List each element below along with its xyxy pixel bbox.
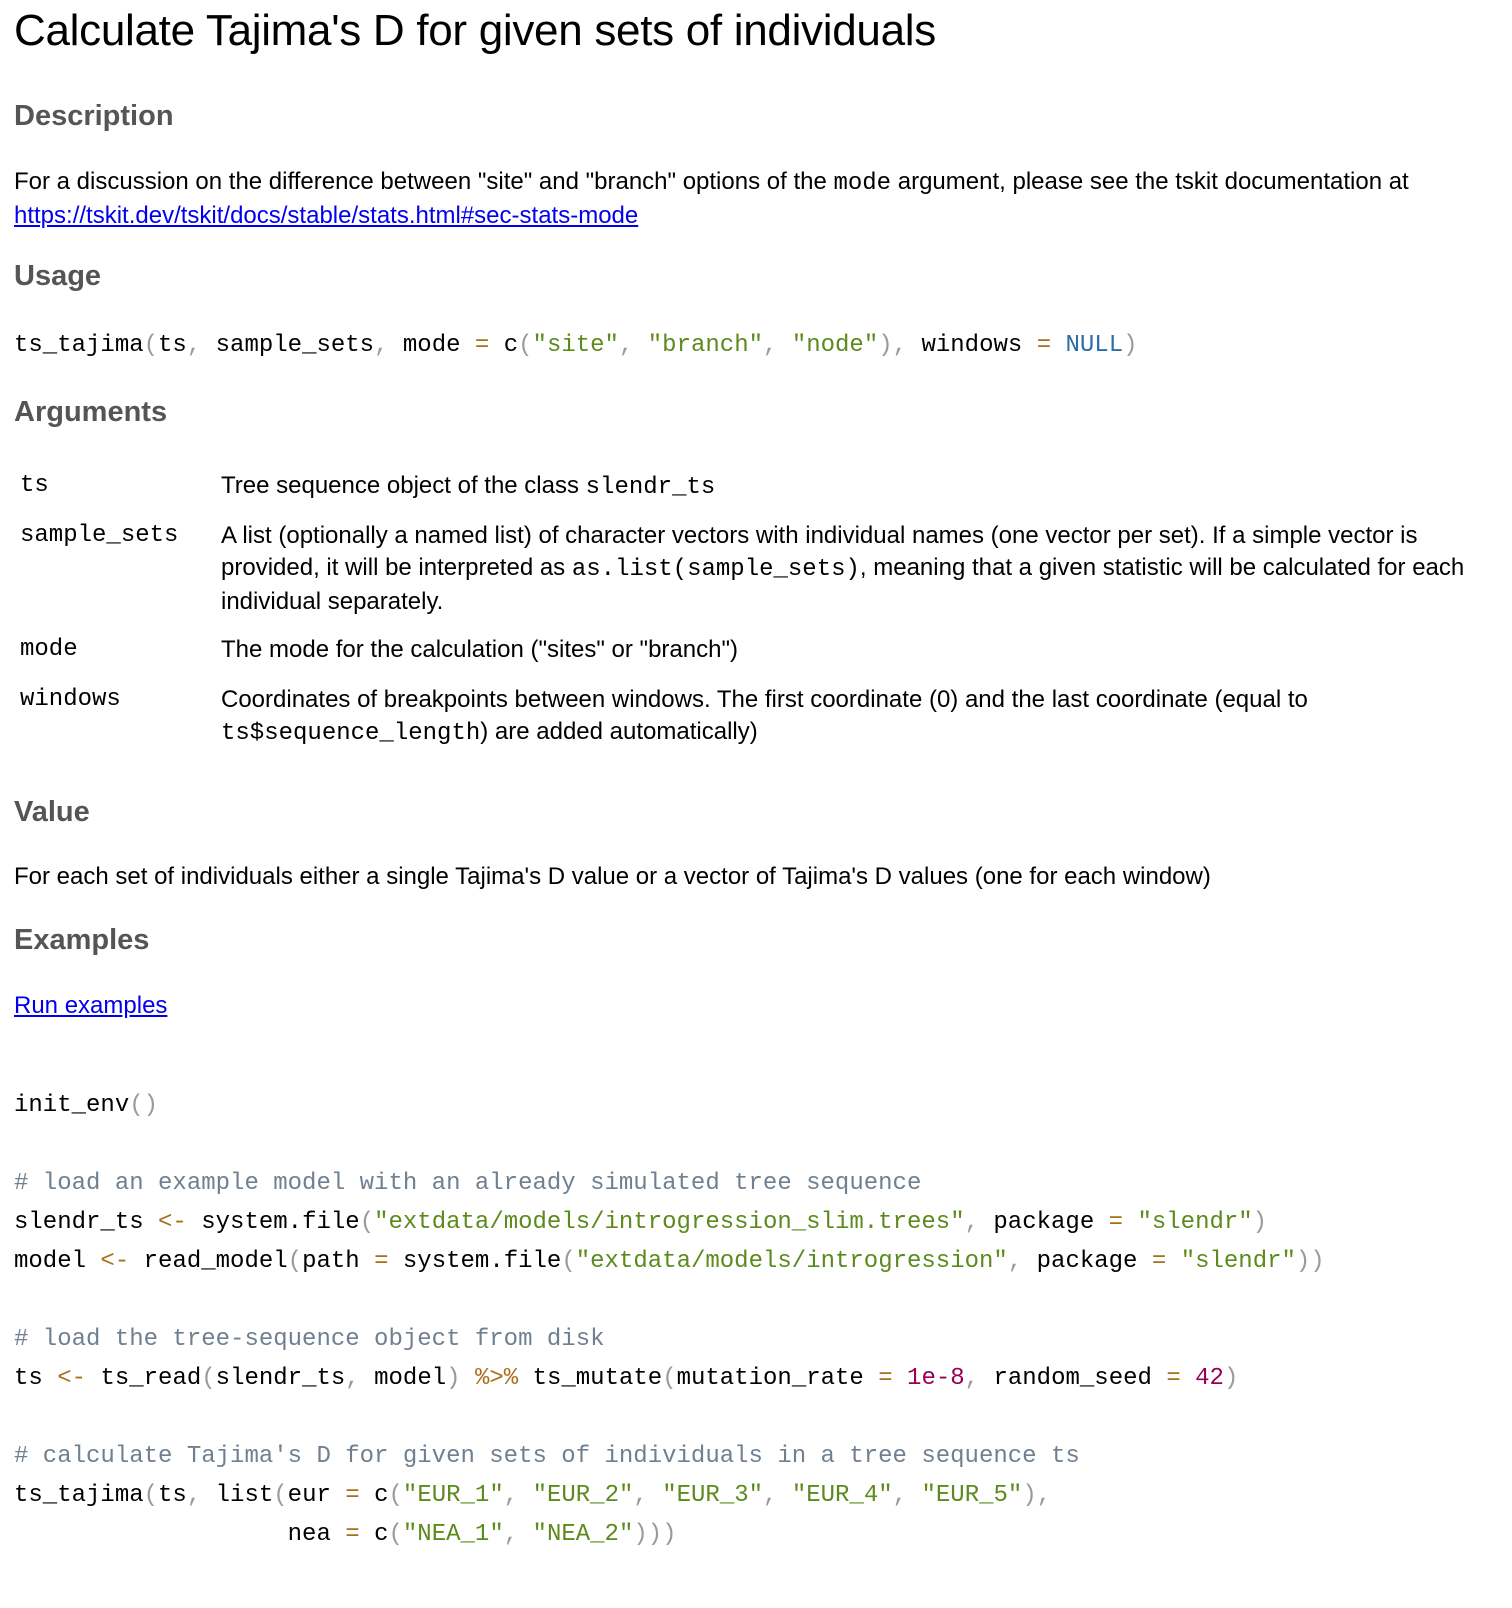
code-fn: list: [215, 1482, 274, 1509]
code-pipe: %>%: [474, 1365, 519, 1392]
usage-fn: ts_tajima: [14, 332, 144, 359]
code-var: model: [14, 1248, 87, 1275]
argument-desc-text-after: ) are added automatically): [480, 718, 758, 745]
code-string: "NEA_2": [532, 1521, 634, 1548]
argument-desc-text-after: , meaning that a given statistic will be calculated for each individual separately.: [221, 554, 1465, 615]
code-eq: =: [374, 1248, 389, 1275]
argument-desc-code: ts$sequence_length: [221, 720, 481, 747]
code-number: 42: [1195, 1365, 1224, 1392]
value-text: For each set of individuals either a single Tajima's D value or a vector of Tajima's D values (one for each window): [14, 863, 1211, 890]
code-string: "EUR_3": [662, 1482, 764, 1509]
code-number: 1e-8: [907, 1365, 965, 1392]
code-arg: random_seed: [993, 1365, 1152, 1392]
code-arg: package: [1036, 1248, 1138, 1275]
argument-description: [221, 470, 1491, 504]
argument-desc-text: Tree sequence object of the class: [221, 472, 586, 499]
code-string: "NEA_1": [402, 1521, 504, 1548]
run-examples-link[interactable]: Run examples: [14, 992, 168, 1019]
code-arg: nea: [287, 1521, 331, 1548]
code-line-ts-tajima: ts_tajima(ts, list(eur = c("EUR_1", "EUR_2", "EUR_3", "EUR_4", "EUR_5"),: [14, 1482, 1052, 1509]
description-text: [14, 166, 1484, 232]
code-string: "extdata/models/introgression": [575, 1248, 1008, 1275]
code-assign: <-: [158, 1209, 187, 1236]
section-heading-description: Description: [14, 100, 174, 132]
code-arg: slendr_ts: [215, 1365, 346, 1392]
code-line-model: model <- read_model(path = system.file("extdata/models/introgression", package = "slendr")): [14, 1248, 1325, 1275]
code-assign: <-: [57, 1365, 87, 1392]
argument-description: [221, 634, 1491, 668]
code-fn: read_model: [143, 1248, 288, 1275]
code-string: "EUR_5": [921, 1482, 1023, 1509]
code-fn: ts_mutate: [532, 1365, 663, 1392]
section-heading-arguments: Arguments: [14, 396, 168, 428]
code-arg: package: [993, 1209, 1095, 1236]
code-fn: ts_tajima: [14, 1482, 144, 1509]
usage-eq-2: =: [1036, 332, 1052, 359]
code-string: "extdata/models/introgression_slim.trees": [374, 1209, 965, 1236]
code-var: slendr_ts: [14, 1209, 144, 1236]
argument-desc-code: slendr_ts: [585, 474, 716, 501]
code-comment-1: # load an example model with an already simulated tree sequence: [14, 1170, 922, 1197]
argument-description: [221, 684, 1491, 750]
code-eq: =: [878, 1365, 893, 1392]
section-heading-examples: Examples: [14, 924, 150, 956]
code-string: "EUR_1": [402, 1482, 504, 1509]
usage-c-fn: c: [503, 332, 519, 359]
code-line-nea: nea = c("NEA_1", "NEA_2"))): [287, 1521, 677, 1548]
code-string: "slendr": [1180, 1248, 1296, 1275]
code-var: ts: [14, 1365, 43, 1392]
usage-arg-windows: windows: [921, 332, 1023, 359]
page-title: Calculate Tajima's D for given sets of individuals: [14, 6, 936, 55]
tskit-docs-link[interactable]: https://tskit.dev/tskit/docs/stable/stats.html#sec-stats-mode: [14, 202, 639, 229]
description-text-after: argument, please see the tskit documentation at: [891, 168, 1409, 195]
code-fn: system.file: [201, 1209, 360, 1236]
usage-eq: =: [474, 332, 490, 359]
code-eq: =: [345, 1521, 360, 1548]
argument-desc-text: A list (optionally a named list) of character vectors with individual names (one vector per set). If a simple vector is provided, it will be interpreted as: [221, 522, 1418, 581]
code-fn: c: [374, 1482, 389, 1509]
usage-opt-site: "site": [532, 332, 619, 359]
code-eq: =: [1166, 1365, 1181, 1392]
usage-opt-branch: "branch": [647, 332, 763, 359]
usage-arg-ts: ts: [158, 332, 187, 359]
code-eq: =: [1108, 1209, 1124, 1236]
code-arg: path: [302, 1248, 360, 1275]
code-assign: <-: [100, 1248, 130, 1275]
code-string: "EUR_2": [532, 1482, 634, 1509]
argument-desc-text: Coordinates of breakpoints between windows. The first coordinate (0) and the last coordinate (equal to: [221, 686, 1308, 713]
section-heading-usage: Usage: [14, 260, 102, 292]
usage-arg-sample-sets: sample_sets: [215, 332, 375, 359]
code-line-slendr-ts: slendr_ts <- system.file("extdata/models/introgression_slim.trees", package = "slendr"): [14, 1209, 1268, 1236]
argument-description: [221, 520, 1491, 618]
argument-name: sample_sets: [20, 522, 179, 549]
usage-arg-mode: mode: [402, 332, 461, 359]
code-comment-2: # load the tree-sequence object from disk: [14, 1326, 605, 1353]
code-comment-3: # calculate Tajima's D for given sets of individuals in a tree sequence ts: [14, 1443, 1080, 1470]
description-code-mode: mode: [833, 170, 892, 197]
code-line-ts-read: ts <- ts_read(slendr_ts, model) %>% ts_mutate(mutation_rate = 1e-8, random_seed = 42): [14, 1365, 1239, 1392]
code-string: "slendr": [1137, 1209, 1253, 1236]
code-arg: eur: [287, 1482, 331, 1509]
code-fn-init-env: init_env: [14, 1092, 130, 1119]
code-string: "EUR_4": [791, 1482, 893, 1509]
argument-desc-code: as.list(sample_sets): [571, 556, 860, 583]
argument-name: ts: [20, 472, 49, 499]
argument-name: mode: [20, 636, 78, 663]
code-arg: ts: [158, 1482, 187, 1509]
run-examples-row: [14, 990, 1484, 1022]
description-text-before: For a discussion on the difference between "site" and "branch" options of the: [14, 168, 834, 195]
code-arg: model: [374, 1365, 447, 1392]
code-eq: =: [1151, 1248, 1167, 1275]
code-line-init: init_env(): [14, 1092, 159, 1119]
examples-code: [14, 1086, 1325, 1554]
code-fn: ts_read: [100, 1365, 202, 1392]
code-eq: =: [345, 1482, 360, 1509]
usage-code: ts_tajima(ts, sample_sets, mode = c("site", "branch", "node"), windows = NULL): [14, 332, 1138, 359]
usage-null: NULL: [1065, 332, 1124, 359]
argument-desc-text: The mode for the calculation ("sites" or "branch"): [221, 636, 738, 663]
usage-opt-node: "node": [791, 332, 879, 359]
code-fn: system.file: [402, 1248, 562, 1275]
code-arg: mutation_rate: [676, 1365, 864, 1392]
argument-name: windows: [20, 686, 121, 713]
code-fn: c: [374, 1521, 389, 1548]
section-heading-value: Value: [14, 796, 90, 828]
